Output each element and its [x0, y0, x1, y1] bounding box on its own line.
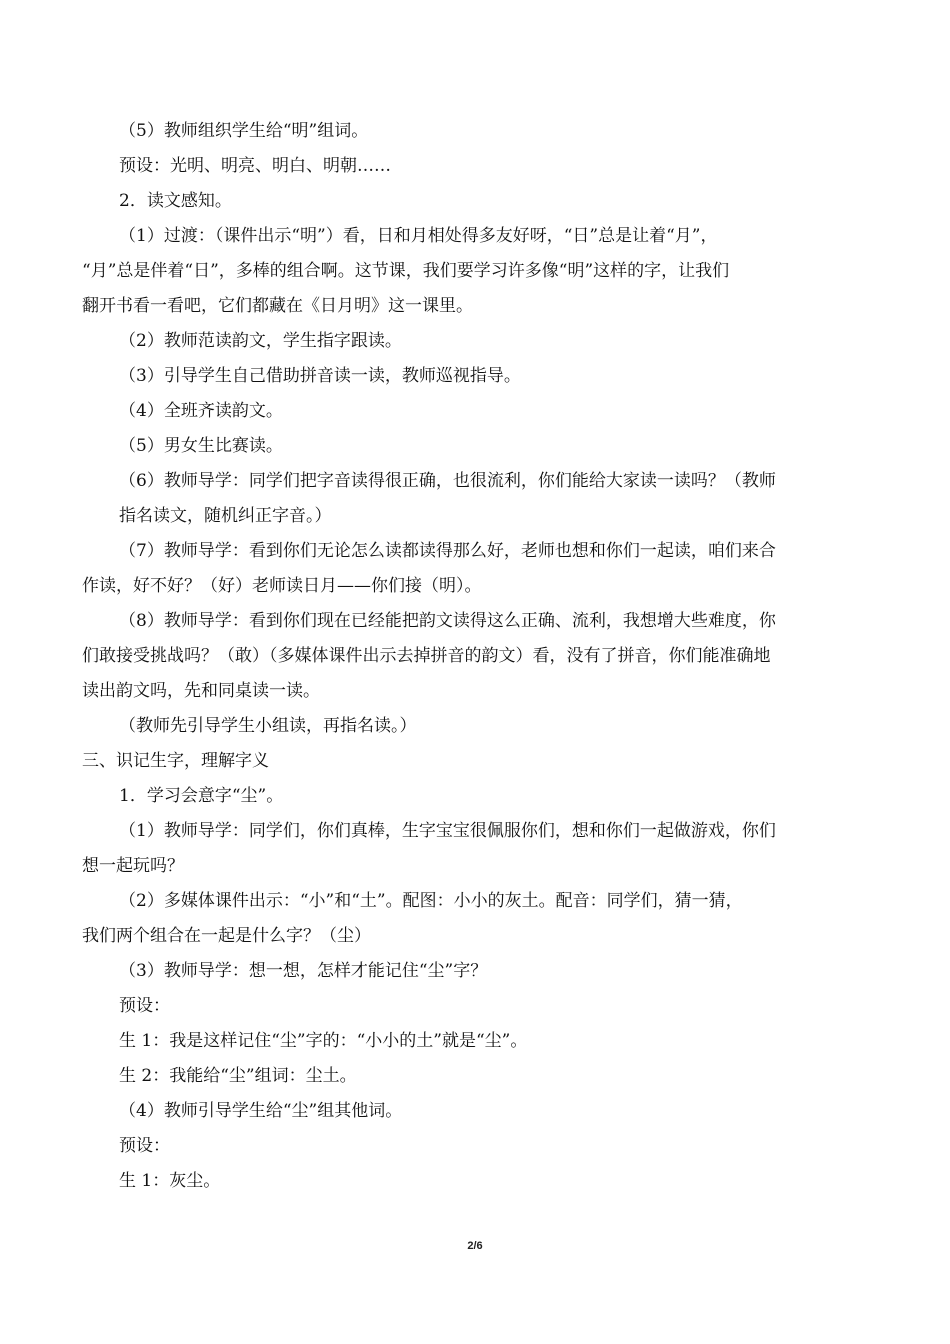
text-line: （2）多媒体课件出示：“小”和“土”。配图：小小的灰土。配音：同学们，猜一猜， — [119, 891, 743, 911]
text-line: （1）教师导学：同学们，你们真棒，生字宝宝很佩服你们，想和你们一起做游戏，你们 — [119, 821, 776, 841]
text-line: （8）教师导学：看到你们现在已经能把韵文读得这么正确、流利，我想增大些难度，你 — [119, 611, 776, 631]
text-line: 三、识记生字，理解字义 — [82, 751, 269, 771]
page-number: 2/6 — [467, 1240, 483, 1252]
text-line: 翻开书看一看吧，它们都藏在《日月明》这一课里。 — [82, 296, 473, 316]
text-line: 生 1：我是这样记住“尘”字的：“小小的土”就是“尘”。 — [119, 1031, 528, 1051]
text-line: 想一起玩吗？ — [82, 856, 184, 876]
text-line: （5）男女生比赛读。 — [119, 436, 283, 456]
text-line: 我们两个组合在一起是什么字？（尘） — [82, 926, 371, 946]
text-line: （5）教师组织学生给“明”组词。 — [119, 121, 369, 141]
text-line: 2．读文感知。 — [119, 191, 232, 211]
text-line: 预设： — [119, 996, 170, 1016]
text-line: 作读，好不好？（好）老师读日月——你们接（明）。 — [82, 576, 482, 596]
text-line: （7）教师导学：看到你们无论怎么读都读得那么好，老师也想和你们一起读，咱们来合 — [119, 541, 776, 561]
text-line: “月”总是伴着“日”，多棒的组合啊。这节课，我们要学习许多像“明”这样的字，让我们 — [82, 261, 730, 281]
text-line: （教师先引导学生小组读，再指名读。） — [119, 716, 417, 736]
text-line: 们敢接受挑战吗？（敢）（多媒体课件出示去掉拼音的韵文）看，没有了拼音，你们能准确地 — [82, 646, 771, 666]
text-line: 生 2：我能给“尘”组词：尘土。 — [119, 1066, 357, 1086]
text-line: （3）教师导学：想一想，怎样才能记住“尘”字？ — [119, 961, 488, 981]
text-line: （4）教师引导学生给“尘”组其他词。 — [119, 1101, 403, 1121]
text-line: 预设：光明、明亮、明白、明朝…… — [119, 156, 391, 176]
text-line: （3）引导学生自己借助拼音读一读，教师巡视指导。 — [119, 366, 521, 386]
text-line: （4）全班齐读韵文。 — [119, 401, 283, 421]
document-body — [82, 114, 872, 1199]
text-line: 读出韵文吗，先和同桌读一读。 — [82, 681, 320, 701]
text-line: 生 1：灰尘。 — [119, 1171, 221, 1191]
text-line: （1）过渡：（课件出示“明”）看，日和月相处得多友好呀，“日”总是让着“月”， — [119, 226, 718, 246]
text-line: 1．学习会意字“尘”。 — [119, 786, 284, 806]
text-line: （6）教师导学：同学们把字音读得很正确，也很流利，你们能给大家读一读吗？（教师 — [119, 471, 776, 491]
text-line: 指名读文，随机纠正字音。） — [119, 506, 332, 526]
text-line: 预设： — [119, 1136, 170, 1156]
text-line: （2）教师范读韵文，学生指字跟读。 — [119, 331, 402, 351]
